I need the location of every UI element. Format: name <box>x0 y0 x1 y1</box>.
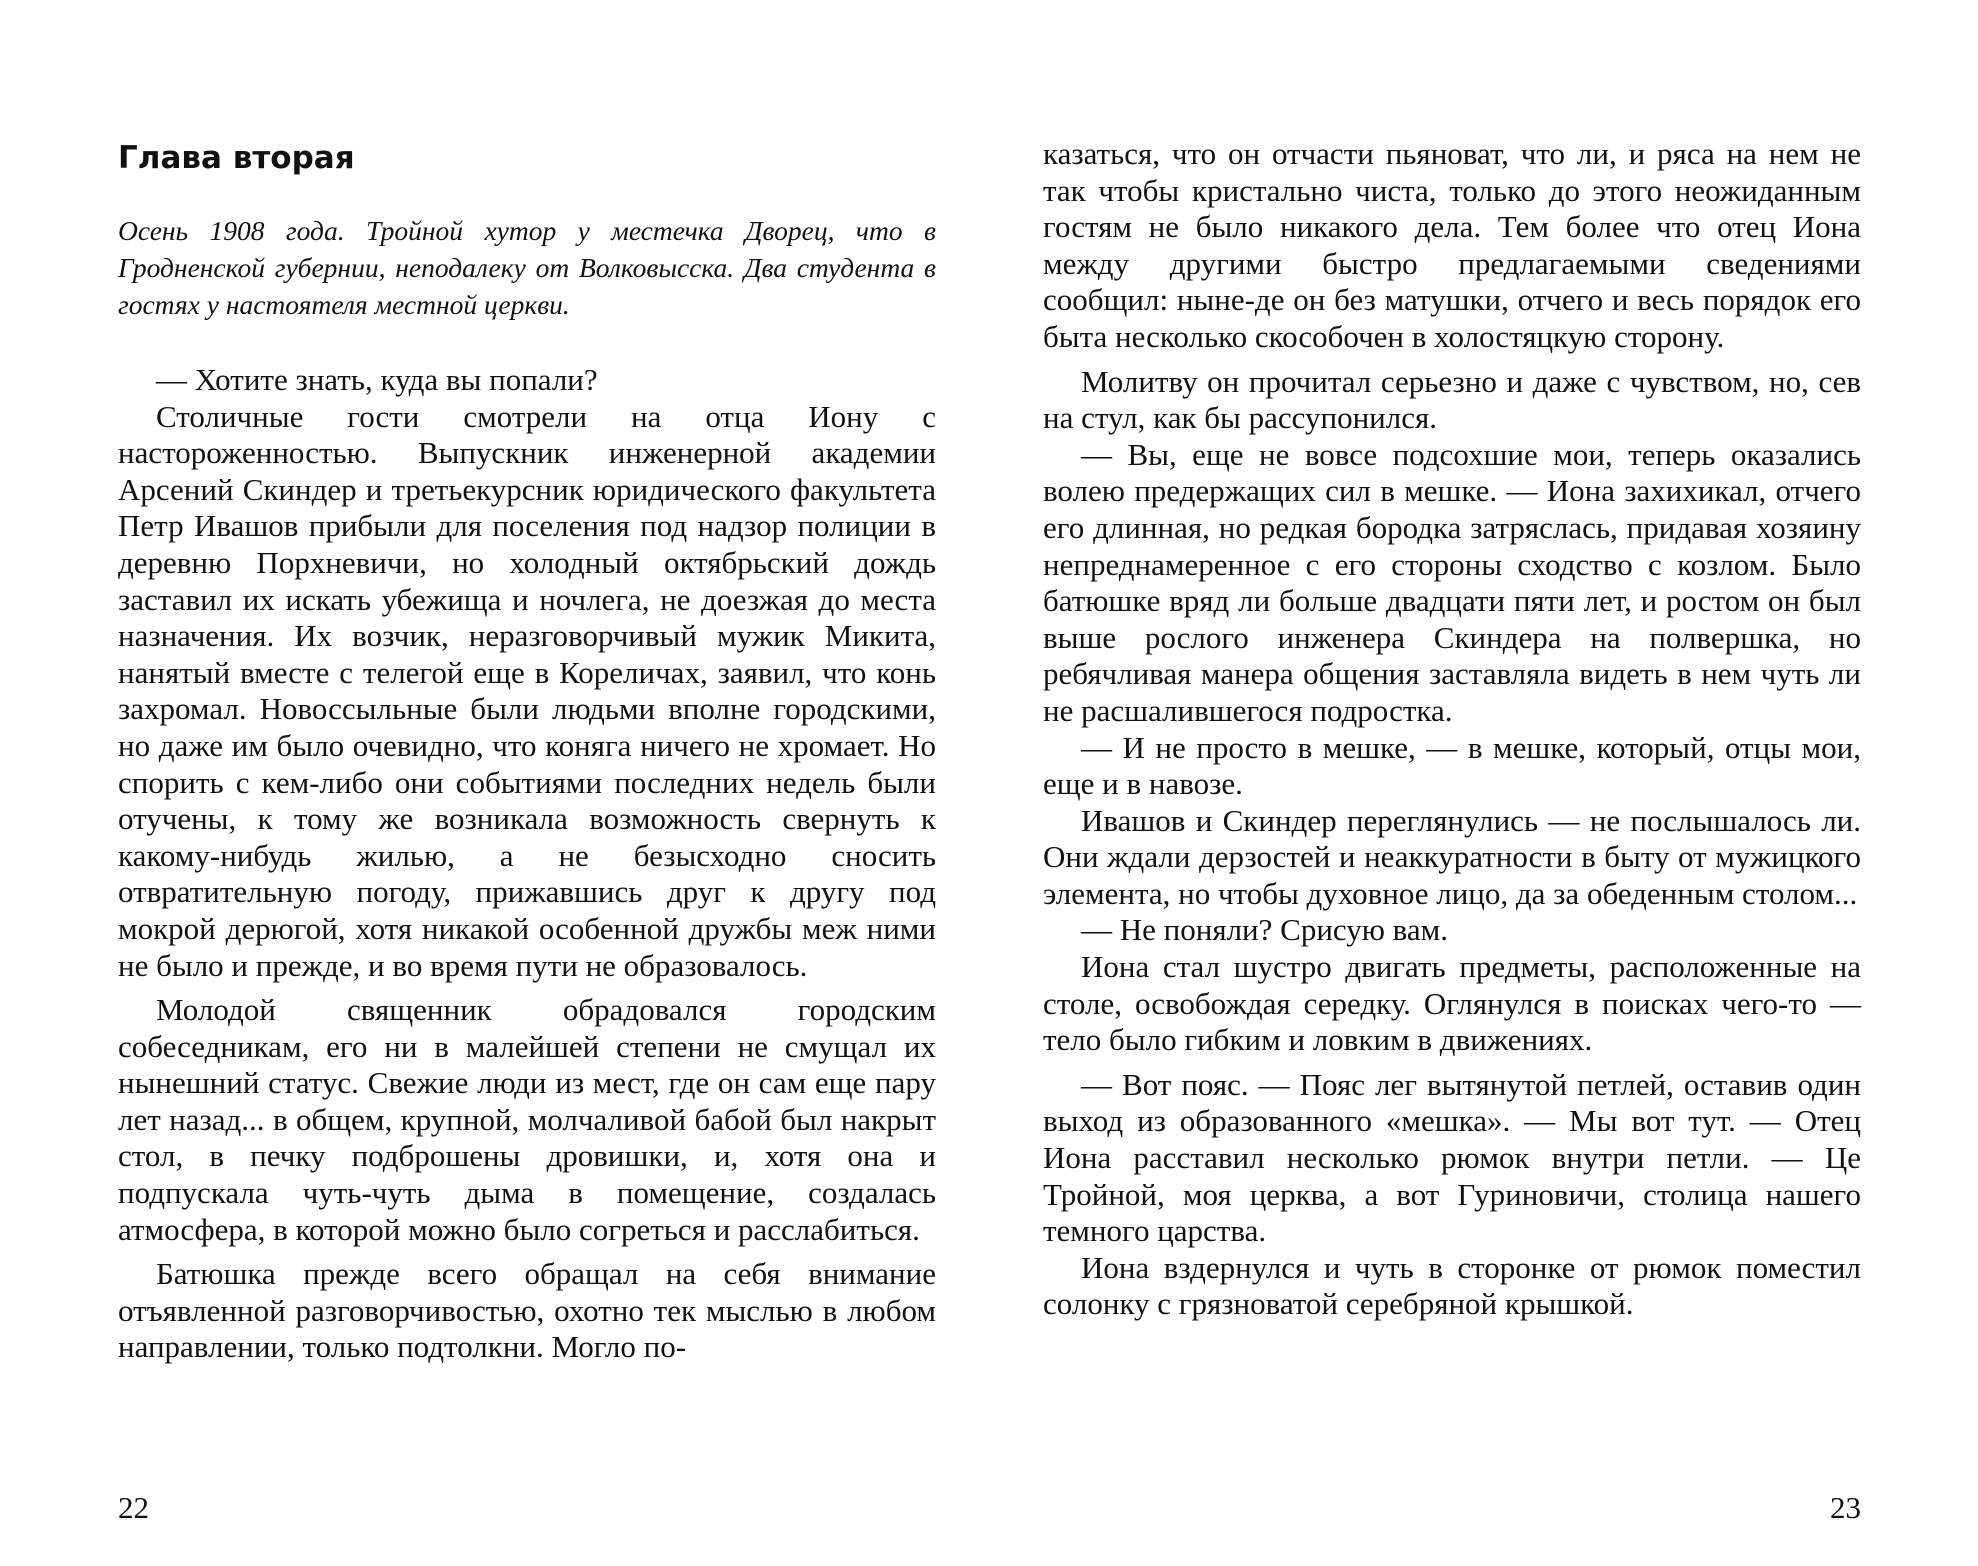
chapter-title: Глава вторая <box>118 140 355 176</box>
paragraph: — Хотите знать, куда вы попали? <box>156 362 598 397</box>
right-page <box>1043 0 1861 1566</box>
paragraph: Столичные гости смотрели на отца Иону с настороженностью. Выпускник инженерной академии Арсений Скиндер и третьекурсник юридического факультета Петр Ивашов прибыли для поселения под надзор полиции в деревню Порхневичи, но холодный октябрьский дождь заставил их искать убежища и ночлега, не доезжая до места назначения. Их возчик, неразговорчивый мужик Микита, нанятый вместе с телегой еще в Кореличах, заявил, что конь захромал. Новоссыльные были людьми вполне городскими, но даже им было очевидно, что коняга ничего не хромает. Но спорить с кем-либо они событиями последних недель были отучены, к тому же возникала возможность свернуть к какому-нибудь жилью, а не безысходно сносить отвратительную погоду, прижавшись друг к другу под мокрой дерюгой, хотя никакой особенной дружбы меж ними не было и прежде, и во время пути не образовалось. <box>118 398 936 983</box>
paragraph: — И не просто в мешке, — в мешке, который, отцы мои, еще и в навозе. <box>1043 729 1861 802</box>
paragraph: Молитву он прочитал серьезно и даже с чувством, но, сев на стул, как бы рассупонился. <box>1043 363 1861 436</box>
paragraph: — Не поняли? Срисую вам. <box>1081 912 1449 948</box>
page-number-right: 23 <box>1830 1490 1861 1525</box>
paragraph: Иона вздернулся и чуть в сторонке от рюмок поместил солонку с грязноватой серебряной крышкой. <box>1043 1249 1861 1322</box>
paragraph: Иона стал шустро двигать предметы, расположенные на столе, освобождая середку. Оглянулся в поисках чего-то — тело было гибким и ловким в движениях. <box>1043 949 1861 1058</box>
left-page <box>118 0 936 1566</box>
paragraph: — Вы, еще не вовсе подсохшие мои, теперь оказались волею предержащих сил в мешке. — Иона захихикал, отчего его длинная, но редкая бородка затряслась, придавая хозяину непреднамеренное с его стороны сходство с козлом. Было батюшке вряд ли больше двадцати пяти лет, и ростом он был выше рослого инженера Скиндера на полвершка, но ребячливая манера общения заставляла видеть в нем чуть ли не расшалившегося подростка. <box>1043 436 1861 728</box>
paragraph: казаться, что он отчасти пьяноват, что ли, и ряса на нем не так чтобы кристально чиста, только до этого неожиданным гостям не было никакого дела. Тем более что отец Иона между другими быстро предлагаемыми сведениями сообщил: ныне-де он без матушки, отчего и весь порядок его быта несколько скособочен в холостяцкую сторону. <box>1043 136 1861 354</box>
paragraph: Ивашов и Скиндер переглянулись — не послышалось ли. Они ждали дерзостей и неаккуратности в быту от мужицкого элемента, но чтобы духовное лицо, да за обеденным столом... <box>1043 802 1861 911</box>
paragraph: Батюшка прежде всего обращал на себя внимание отъявленной разговорчивостью, охотно тек мыслью в любом направлении, только подтолкни. Могло по- <box>118 1256 936 1365</box>
page-number-left: 22 <box>118 1490 149 1525</box>
paragraph: Молодой священник обрадовался городским собеседникам, его ни в малейшей степени не смущал их нынешний статус. Свежие люди из мест, где он сам еще пару лет назад... в общем, крупной, молчаливой бабой был накрыт стол, в печку подброшены дровишки, и, хотя она и подпускала чуть-чуть дыма в помещение, создалась атмосфера, в которой можно было согреться и расслабиться. <box>118 992 936 1247</box>
epigraph: Осень 1908 года. Тройной хутор у местечка Дворец, что в Гродненской губернии, неподалеку от Волковысска. Два студента в гостях у настоятеля местной церкви. <box>118 215 936 320</box>
left-page-body <box>118 362 936 1366</box>
paragraph: — Вот пояс. — Пояс лег вытянутой петлей, оставив один выход из образованного «мешка». — Мы вот тут. — Отец Иона расставил несколько рюмок внутри петли. — Це Тройной, моя церква, а вот Гуриновичи, столица нашего темного царства. <box>1043 1066 1861 1249</box>
right-page-body <box>1043 136 1861 1323</box>
